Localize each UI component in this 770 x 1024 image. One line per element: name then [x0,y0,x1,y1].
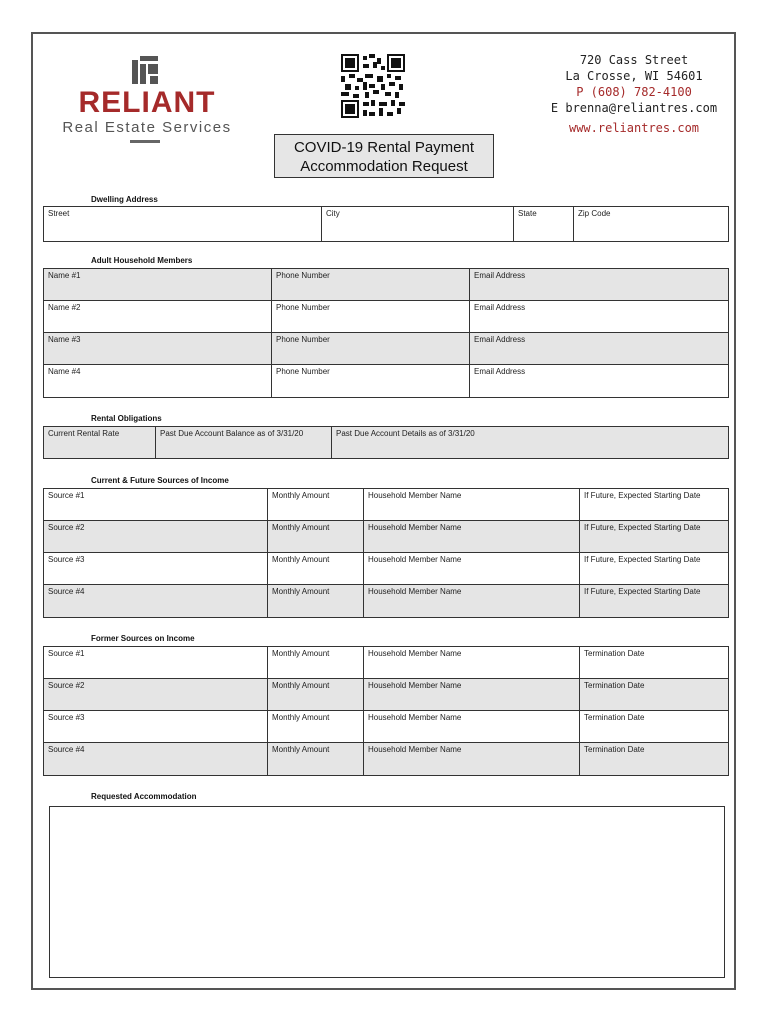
former-income-date-field[interactable]: Termination Date [584,681,645,690]
former-income-amount-field[interactable]: Monthly Amount [268,743,364,775]
current-income-row [44,489,728,521]
former-income-member-field[interactable]: Household Member Name [364,679,580,710]
former-income-member-field[interactable]: Household Member Name [364,647,580,678]
current-income-date-field[interactable]: If Future, Expected Starting Date [584,555,701,564]
former-income-row [44,679,728,711]
contact-email: E brenna@reliantres.com [550,101,718,115]
dwelling-city-field[interactable]: City [322,207,514,241]
form-title-line2: Accommodation Request [300,158,468,175]
household-row [44,301,728,333]
former-income-section-label: Former Sources on Income [91,634,195,643]
current-income-row [44,521,728,553]
dwelling-street-field[interactable]: Street [44,207,322,241]
former-income-member-field[interactable]: Household Member Name [364,711,580,742]
former-income-row [44,711,728,743]
form-title-line1: COVID-19 Rental Payment [293,139,475,156]
current-income-amount-field[interactable]: Monthly Amount [268,521,364,552]
current-income-date-field[interactable]: If Future, Expected Starting Date [584,587,701,596]
form-title [274,134,494,178]
former-income-source-field[interactable]: Source #2 [44,679,268,710]
former-income-source-field[interactable]: Source #3 [44,711,268,742]
current-income-member-field[interactable]: Household Member Name [364,553,580,584]
current-income-member-field[interactable]: Household Member Name [364,489,580,520]
dwelling-section-label: Dwelling Address [91,195,158,204]
current-income-source-field[interactable]: Source #4 [44,585,268,617]
current-income-amount-field[interactable]: Monthly Amount [268,585,364,617]
rental-balance-field[interactable]: Past Due Account Balance as of 3/31/20 [156,427,332,458]
former-income-member-field[interactable]: Household Member Name [364,743,580,775]
logo-divider [130,140,160,143]
current-income-amount-field[interactable]: Monthly Amount [268,553,364,584]
rental-obligations-table [43,426,729,459]
form-page [31,32,736,990]
household-phone-field[interactable]: Phone Number [272,365,470,397]
household-row [44,365,728,397]
accommodation-section-label: Requested Accommodation [91,792,197,801]
contact-street: 720 Cass Street [579,53,689,67]
contact-city: La Crosse, WI 54601 [565,69,703,83]
household-name-field[interactable]: Name #2 [44,301,272,332]
current-income-source-field[interactable]: Source #3 [44,553,268,584]
logo-subtitle: Real Estate Services [62,119,232,136]
current-income-member-field[interactable]: Household Member Name [364,585,580,617]
former-income-source-field[interactable]: Source #4 [44,743,268,775]
rental-details-field[interactable]: Past Due Account Details as of 3/31/20 [336,429,475,438]
household-section-label: Adult Household Members [91,256,193,265]
current-income-section-label: Current & Future Sources of Income [91,476,229,485]
contact-website[interactable]: www.reliantres.com [568,121,700,135]
household-email-field[interactable]: Email Address [474,271,526,280]
household-members-table [43,268,729,398]
qr-code-icon [341,54,405,118]
household-email-field[interactable]: Email Address [474,335,526,344]
accommodation-textarea[interactable] [49,806,725,978]
household-row [44,333,728,365]
household-name-field[interactable]: Name #3 [44,333,272,364]
former-income-amount-field[interactable]: Monthly Amount [268,711,364,742]
household-row [44,269,728,301]
household-phone-field[interactable]: Phone Number [272,333,470,364]
current-income-member-field[interactable]: Household Member Name [364,521,580,552]
former-income-date-field[interactable]: Termination Date [584,713,645,722]
former-income-amount-field[interactable]: Monthly Amount [268,679,364,710]
former-income-date-field[interactable]: Termination Date [584,649,645,658]
household-email-field[interactable]: Email Address [474,367,526,376]
logo-wordmark: RELIANT [78,86,216,119]
household-name-field[interactable]: Name #1 [44,269,272,300]
household-email-field[interactable]: Email Address [474,303,526,312]
household-name-field[interactable]: Name #4 [44,365,272,397]
dwelling-address-table [43,206,729,242]
current-income-date-field[interactable]: If Future, Expected Starting Date [584,491,701,500]
reliant-logo-icon [130,56,158,84]
former-income-row [44,647,728,679]
household-phone-field[interactable]: Phone Number [272,301,470,332]
rental-rate-field[interactable]: Current Rental Rate [44,427,156,458]
rental-section-label: Rental Obligations [91,414,162,423]
current-income-row [44,553,728,585]
former-income-table [43,646,729,776]
current-income-amount-field[interactable]: Monthly Amount [268,489,364,520]
former-income-date-field[interactable]: Termination Date [584,745,645,754]
contact-phone: P (608) 782-4100 [576,85,692,99]
dwelling-zip-field[interactable]: Zip Code [578,209,611,218]
former-income-row [44,743,728,775]
dwelling-state-field[interactable]: State [514,207,574,241]
contact-block [538,52,730,136]
current-income-date-field[interactable]: If Future, Expected Starting Date [584,523,701,532]
former-income-source-field[interactable]: Source #1 [44,647,268,678]
current-income-source-field[interactable]: Source #1 [44,489,268,520]
current-income-source-field[interactable]: Source #2 [44,521,268,552]
current-income-table [43,488,729,618]
household-phone-field[interactable]: Phone Number [272,269,470,300]
former-income-amount-field[interactable]: Monthly Amount [268,647,364,678]
current-income-row [44,585,728,617]
